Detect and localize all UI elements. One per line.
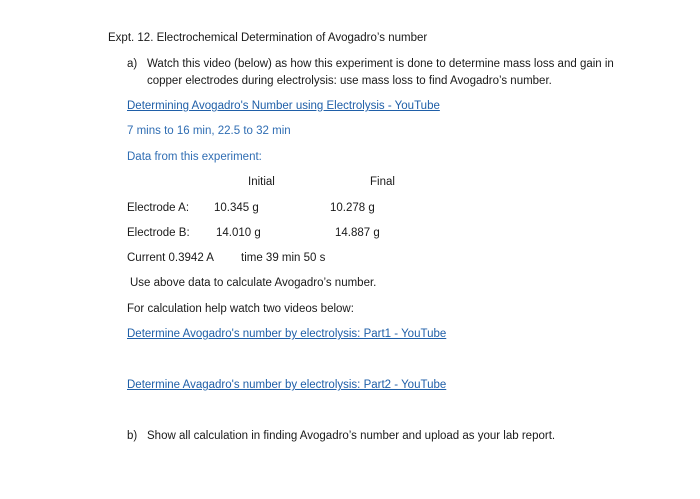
item-b-text: Show all calculation in finding Avogadro’s number and upload as your lab report.: [147, 430, 556, 442]
row-label-electrode-b: Electrode B:: [127, 227, 190, 239]
video-link-part1[interactable]: Determine Avogadro's number by electrolysis: Part1 - YouTube: [127, 328, 447, 340]
item-a-line-1: Watch this video (below) as how this experiment is done to determine mass loss and gain in: [147, 58, 614, 70]
electrode-a-initial: 10.345 g: [214, 202, 259, 214]
item-b-marker: b): [127, 430, 138, 442]
column-header-initial: Initial: [248, 176, 275, 188]
electrode-b-final: 14.887 g: [335, 227, 380, 239]
data-heading: Data from this experiment:: [127, 151, 262, 163]
current-value: Current 0.3942 A: [127, 252, 214, 264]
item-a-marker: a): [127, 58, 138, 70]
instruction-text: Use above data to calculate Avogadro’s number.: [130, 277, 377, 289]
column-header-final: Final: [370, 176, 395, 188]
document-title: Expt. 12. Electrochemical Determination of Avogadro’s number: [108, 32, 428, 44]
video-link-part2[interactable]: Determine Avagadro's number by electrolysis: Part2 - YouTube: [127, 379, 447, 391]
help-text: For calculation help watch two videos below:: [127, 303, 354, 315]
video-link-main[interactable]: Determining Avogadro's Number using Electrolysis - YouTube: [127, 100, 440, 112]
time-value: time 39 min 50 s: [241, 252, 326, 264]
time-ranges: 7 mins to 16 min, 22.5 to 32 min: [127, 125, 291, 137]
electrode-a-final: 10.278 g: [330, 202, 375, 214]
row-label-electrode-a: Electrode A:: [127, 202, 190, 214]
item-a-line-2: copper electrodes during electrolysis: use mass loss to find Avogadro’s number.: [147, 75, 552, 87]
electrode-b-initial: 14.010 g: [216, 227, 261, 239]
